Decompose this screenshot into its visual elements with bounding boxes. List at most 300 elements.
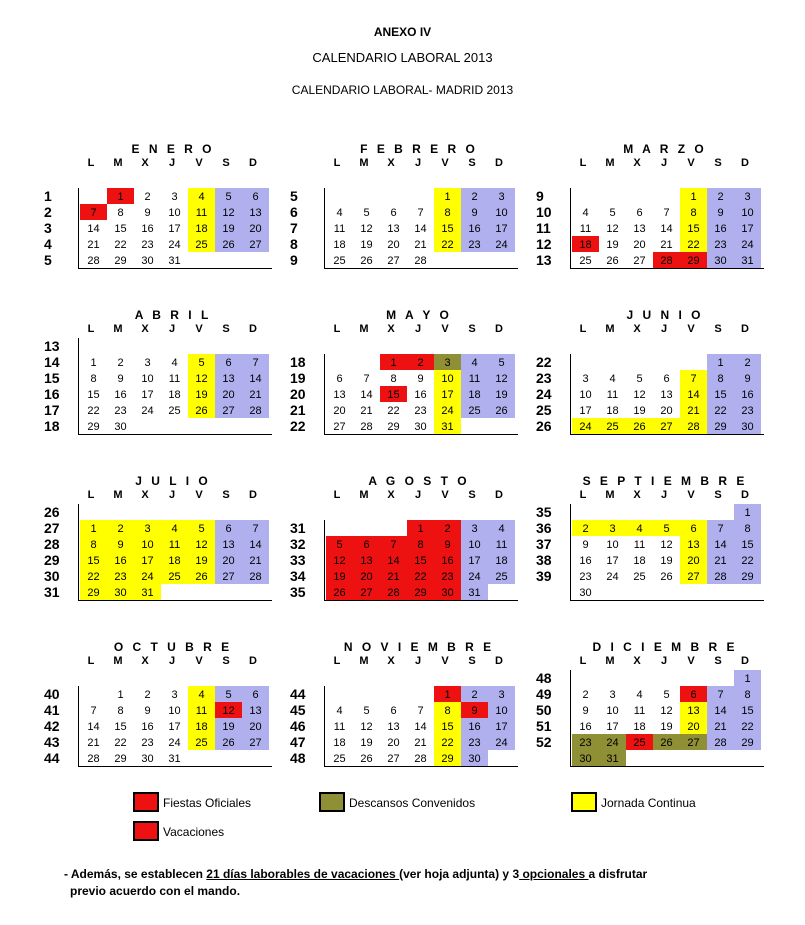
day-header: S (468, 323, 476, 335)
day-cell: 5 (215, 686, 242, 702)
day-cell: 27 (242, 734, 269, 750)
day-cell: 7 (707, 686, 734, 702)
day-cell: 6 (663, 373, 670, 385)
week-number: 32 (290, 536, 306, 552)
month-name: A G O S T O (368, 474, 470, 488)
week-number: 48 (536, 670, 552, 686)
day-cell: 13 (680, 536, 707, 552)
day-cell: 19 (215, 718, 242, 734)
day-cell: 1 (680, 188, 707, 204)
day-cell: 12 (660, 539, 673, 551)
day-cell: 28 (414, 255, 427, 267)
day-cell: 14 (707, 536, 734, 552)
day-cell: 6 (390, 705, 397, 717)
day-cell: 15 (114, 223, 127, 235)
day-cell: 2 (144, 689, 151, 701)
month-diciembre (536, 640, 771, 780)
day-header: D (249, 489, 257, 501)
day-cell: 14 (360, 389, 373, 401)
day-cell: 11 (333, 721, 346, 733)
week-number: 29 (44, 552, 60, 568)
day-cell: 25 (333, 255, 346, 267)
week-number: 30 (44, 568, 60, 584)
day-cell: 25 (188, 734, 215, 750)
day-header: X (141, 323, 149, 335)
day-cell: 29 (114, 753, 127, 765)
day-cell: 16 (114, 389, 127, 401)
day-cell: 15 (87, 389, 100, 401)
day-cell: 26 (360, 753, 373, 765)
note-optional-count: 3 (512, 867, 520, 881)
day-cell: 26 (488, 402, 515, 418)
day-cell: 22 (734, 552, 761, 568)
day-cell: 9 (117, 373, 124, 385)
day-cell: 17 (734, 220, 761, 236)
day-cell: 11 (606, 389, 619, 401)
day-header: V (687, 157, 695, 169)
day-header: X (387, 655, 395, 667)
day-cell: 5 (636, 373, 643, 385)
day-cell: 27 (680, 734, 707, 750)
day-cell: 22 (407, 568, 434, 584)
day-cell: 13 (680, 702, 707, 718)
week-number: 22 (290, 418, 306, 434)
day-cell: 22 (707, 402, 734, 418)
day-cell: 15 (434, 220, 461, 236)
day-cell: 8 (734, 686, 761, 702)
month-name: J U N I O (626, 308, 704, 322)
day-cell: 22 (434, 734, 461, 750)
month-name: M A Y O (386, 308, 452, 322)
week-number: 6 (290, 204, 298, 220)
day-cell: 1 (90, 357, 97, 369)
day-cell: 29 (734, 734, 761, 750)
day-header: X (633, 323, 641, 335)
day-cell: 27 (333, 421, 346, 433)
note-optional-days: opcionales (519, 867, 589, 881)
day-header: J (660, 655, 668, 667)
day-cell: 24 (488, 236, 515, 252)
day-cell: 5 (188, 354, 215, 370)
week-number: 34 (290, 568, 306, 584)
day-header: M (113, 323, 123, 335)
day-cell: 4 (171, 357, 178, 369)
day-cell: 29 (87, 421, 100, 433)
month-julio (44, 474, 279, 614)
note-line-2: previo acuerdo con el mando. (70, 884, 241, 898)
day-header: V (441, 489, 449, 501)
day-header: L (333, 323, 341, 335)
day-cell: 28 (360, 421, 373, 433)
day-cell: 22 (114, 239, 127, 251)
day-cell: 2 (434, 520, 461, 536)
day-cell: 14 (87, 223, 100, 235)
day-cell: 23 (114, 405, 127, 417)
day-cell: 10 (461, 536, 488, 552)
week-number: 31 (290, 520, 306, 536)
day-cell: 16 (434, 552, 461, 568)
day-cell: 12 (188, 370, 215, 386)
day-cell: 22 (80, 568, 107, 584)
day-header: L (87, 489, 95, 501)
day-cell: 19 (488, 386, 515, 402)
week-number: 45 (290, 702, 306, 718)
day-cell: 13 (215, 536, 242, 552)
week-number: 40 (44, 686, 60, 702)
day-cell: 1 (380, 354, 407, 370)
day-cell: 7 (380, 536, 407, 552)
day-cell: 2 (461, 686, 488, 702)
day-cell: 4 (626, 520, 653, 536)
day-cell: 26 (215, 236, 242, 252)
day-cell: 26 (326, 584, 353, 600)
day-cell: 23 (141, 737, 154, 749)
day-cell: 20 (680, 552, 707, 568)
day-cell: 12 (633, 389, 646, 401)
day-cell: 14 (414, 721, 427, 733)
day-cell: 9 (107, 536, 134, 552)
week-number: 12 (536, 236, 552, 252)
week-number: 41 (44, 702, 60, 718)
day-cell: 12 (488, 370, 515, 386)
day-cell: 15 (80, 552, 107, 568)
day-cell: 2 (461, 188, 488, 204)
day-cell: 8 (434, 204, 461, 220)
day-cell: 12 (606, 223, 619, 235)
day-cell: 26 (215, 734, 242, 750)
day-cell: 4 (582, 207, 589, 219)
day-header: J (414, 655, 422, 667)
month-noviembre (290, 640, 525, 780)
day-cell: 28 (707, 734, 734, 750)
day-cell: 3 (171, 191, 178, 203)
day-cell: 25 (599, 418, 626, 434)
month-name: M A R Z O (623, 142, 707, 156)
day-header: X (387, 157, 395, 169)
day-cell: 26 (626, 418, 653, 434)
vacation-note (64, 866, 647, 900)
week-number: 43 (44, 734, 60, 750)
day-cell: 19 (188, 552, 215, 568)
month-name: S E P T I E M B R E (582, 474, 748, 488)
day-header: L (87, 655, 95, 667)
day-cell: 25 (161, 568, 188, 584)
day-header: D (249, 655, 257, 667)
day-cell: 21 (707, 552, 734, 568)
day-cell: 4 (336, 207, 343, 219)
day-header: D (495, 489, 503, 501)
day-cell: 9 (582, 705, 589, 717)
day-header: M (359, 157, 369, 169)
day-header: V (195, 323, 203, 335)
day-cell: 18 (333, 239, 346, 251)
note-part2: (ver hoja adjunta) y (399, 867, 513, 881)
day-header: D (741, 489, 749, 501)
day-cell: 18 (488, 552, 515, 568)
day-cell: 11 (188, 702, 215, 718)
day-cell: 1 (407, 520, 434, 536)
day-cell: 20 (353, 568, 380, 584)
day-header: M (359, 655, 369, 667)
day-cell: 14 (87, 721, 100, 733)
day-cell: 12 (360, 721, 373, 733)
day-cell: 22 (680, 236, 707, 252)
day-cell: 11 (168, 373, 181, 385)
day-cell: 3 (734, 188, 761, 204)
day-cell: 3 (461, 520, 488, 536)
day-cell: 8 (117, 705, 124, 717)
day-cell: 25 (488, 568, 515, 584)
month-octubre (44, 640, 279, 780)
day-cell: 7 (90, 705, 97, 717)
day-cell: 9 (434, 536, 461, 552)
day-cell: 20 (660, 405, 673, 417)
day-cell: 29 (407, 584, 434, 600)
day-cell: 24 (461, 568, 488, 584)
week-number: 44 (44, 750, 60, 766)
day-cell: 26 (653, 734, 680, 750)
day-cell: 26 (660, 571, 673, 583)
day-cell: 23 (572, 734, 599, 750)
day-cell: 19 (326, 568, 353, 584)
day-cell: 9 (707, 204, 734, 220)
day-cell: 23 (107, 568, 134, 584)
day-cell: 2 (734, 354, 761, 370)
day-cell: 23 (461, 236, 488, 252)
day-cell: 9 (144, 705, 151, 717)
week-number: 27 (44, 520, 60, 536)
day-cell: 27 (633, 255, 646, 267)
day-cell: 8 (90, 373, 97, 385)
month-grid (78, 338, 272, 435)
week-number: 19 (290, 370, 306, 386)
month-grid (324, 686, 518, 767)
day-cell: 24 (168, 239, 181, 251)
day-cell: 18 (606, 405, 619, 417)
day-cell: 19 (633, 405, 646, 417)
day-header: J (168, 655, 176, 667)
day-cell: 22 (734, 718, 761, 734)
week-number: 44 (290, 686, 306, 702)
day-header: D (495, 655, 503, 667)
day-cell: 8 (707, 370, 734, 386)
legend-descansos-swatch (319, 792, 345, 812)
day-cell: 27 (215, 568, 242, 584)
day-header: J (168, 323, 176, 335)
week-number: 16 (44, 386, 60, 402)
day-cell: 25 (633, 571, 646, 583)
day-header: S (222, 655, 230, 667)
month-mayo (290, 308, 525, 448)
month-grid (570, 670, 764, 767)
day-cell: 23 (579, 571, 592, 583)
day-cell: 9 (582, 539, 589, 551)
day-header: V (687, 323, 695, 335)
day-header: D (249, 157, 257, 169)
day-header: S (468, 157, 476, 169)
day-header: X (141, 489, 149, 501)
day-cell: 6 (390, 207, 397, 219)
day-header: V (195, 489, 203, 501)
day-cell: 6 (636, 207, 643, 219)
day-cell: 17 (434, 386, 461, 402)
day-cell: 6 (353, 536, 380, 552)
day-header: M (113, 655, 123, 667)
day-cell: 17 (488, 220, 515, 236)
month-name: A B R I L (134, 308, 212, 322)
day-cell: 16 (579, 555, 592, 567)
day-cell: 12 (215, 204, 242, 220)
day-cell: 18 (572, 236, 599, 252)
annex-title: ANEXO IV (373, 25, 432, 39)
day-cell: 3 (171, 689, 178, 701)
week-number: 28 (44, 536, 60, 552)
week-number: 35 (536, 504, 552, 520)
day-cell: 1 (80, 520, 107, 536)
day-cell: 29 (387, 421, 400, 433)
week-number: 47 (290, 734, 306, 750)
day-cell: 9 (461, 204, 488, 220)
day-cell: 3 (599, 520, 626, 536)
day-cell: 11 (333, 223, 346, 235)
day-header: S (714, 323, 722, 335)
legend-vacaciones-label: Vacaciones (163, 825, 225, 839)
day-cell: 21 (414, 239, 427, 251)
day-cell: 21 (360, 405, 373, 417)
day-cell: 16 (414, 389, 427, 401)
day-cell: 1 (434, 188, 461, 204)
month-junio (536, 308, 771, 448)
month-grid (78, 686, 272, 767)
day-cell: 18 (188, 718, 215, 734)
day-cell: 11 (579, 223, 592, 235)
note-part3: a disfrutar (588, 867, 648, 881)
day-cell: 26 (606, 255, 619, 267)
day-cell: 24 (734, 236, 761, 252)
day-cell: 20 (242, 718, 269, 734)
day-cell: 2 (582, 689, 589, 701)
day-cell: 5 (653, 520, 680, 536)
day-cell: 17 (134, 552, 161, 568)
note-part1: - Además, se establecen (64, 867, 207, 881)
day-cell: 10 (606, 539, 619, 551)
day-cell: 19 (660, 721, 673, 733)
day-cell: 1 (734, 504, 761, 520)
week-number: 36 (536, 520, 552, 536)
day-cell: 28 (242, 568, 269, 584)
day-header: X (141, 655, 149, 667)
day-cell: 6 (215, 520, 242, 536)
day-cell: 5 (363, 705, 370, 717)
day-cell: 23 (414, 405, 427, 417)
month-name: O C T U B R E (113, 640, 233, 654)
day-cell: 9 (144, 207, 151, 219)
day-cell: 24 (168, 737, 181, 749)
month-grid (78, 504, 272, 601)
legend-vacaciones-swatch (133, 821, 159, 841)
day-cell: 30 (734, 418, 761, 434)
day-cell: 16 (734, 386, 761, 402)
day-header: V (441, 157, 449, 169)
day-cell: 23 (734, 402, 761, 418)
day-cell: 10 (734, 204, 761, 220)
day-cell: 23 (461, 734, 488, 750)
day-cell: 11 (633, 539, 646, 551)
week-number: 15 (44, 370, 60, 386)
day-cell: 13 (242, 702, 269, 718)
day-cell: 28 (707, 568, 734, 584)
day-cell: 30 (461, 750, 488, 766)
day-header: M (359, 323, 369, 335)
day-cell: 13 (387, 223, 400, 235)
day-header: S (468, 655, 476, 667)
day-header: S (222, 157, 230, 169)
day-cell: 2 (407, 354, 434, 370)
day-cell: 6 (242, 188, 269, 204)
note-line-1 (64, 866, 647, 883)
day-cell: 18 (633, 721, 646, 733)
day-cell: 24 (572, 418, 599, 434)
day-header: D (249, 323, 257, 335)
week-number: 31 (44, 584, 60, 600)
week-number: 3 (44, 220, 52, 236)
day-header: M (113, 157, 123, 169)
day-cell: 3 (609, 689, 616, 701)
day-cell: 5 (326, 536, 353, 552)
day-cell: 21 (87, 737, 100, 749)
month-grid (324, 188, 518, 269)
day-cell: 23 (707, 236, 734, 252)
month-enero (44, 142, 279, 282)
day-cell: 14 (707, 702, 734, 718)
day-cell: 15 (734, 702, 761, 718)
day-cell: 13 (333, 389, 346, 401)
day-cell: 8 (80, 536, 107, 552)
day-cell: 27 (242, 236, 269, 252)
day-cell: 1 (707, 354, 734, 370)
day-cell: 16 (707, 220, 734, 236)
day-cell: 15 (734, 536, 761, 552)
day-header: J (414, 157, 422, 169)
day-cell: 4 (488, 520, 515, 536)
day-cell: 10 (606, 705, 619, 717)
day-header: S (714, 489, 722, 501)
day-cell: 22 (434, 236, 461, 252)
day-header: D (741, 655, 749, 667)
day-cell: 21 (660, 239, 673, 251)
day-cell: 2 (107, 520, 134, 536)
day-cell: 9 (734, 370, 761, 386)
month-name: N O V I E M B R E (343, 640, 495, 654)
day-cell: 2 (144, 191, 151, 203)
day-cell: 13 (387, 721, 400, 733)
day-header: L (87, 323, 95, 335)
day-header: X (387, 489, 395, 501)
day-cell: 15 (434, 718, 461, 734)
day-cell: 14 (660, 223, 673, 235)
month-agosto (290, 474, 525, 614)
month-abril (44, 308, 279, 448)
day-cell: 4 (161, 520, 188, 536)
day-cell: 30 (707, 252, 734, 268)
week-number: 25 (536, 402, 552, 418)
day-cell: 15 (707, 386, 734, 402)
day-header: X (387, 323, 395, 335)
day-cell: 21 (87, 239, 100, 251)
day-cell: 7 (242, 354, 269, 370)
day-cell: 31 (168, 255, 181, 267)
week-number: 18 (290, 354, 306, 370)
